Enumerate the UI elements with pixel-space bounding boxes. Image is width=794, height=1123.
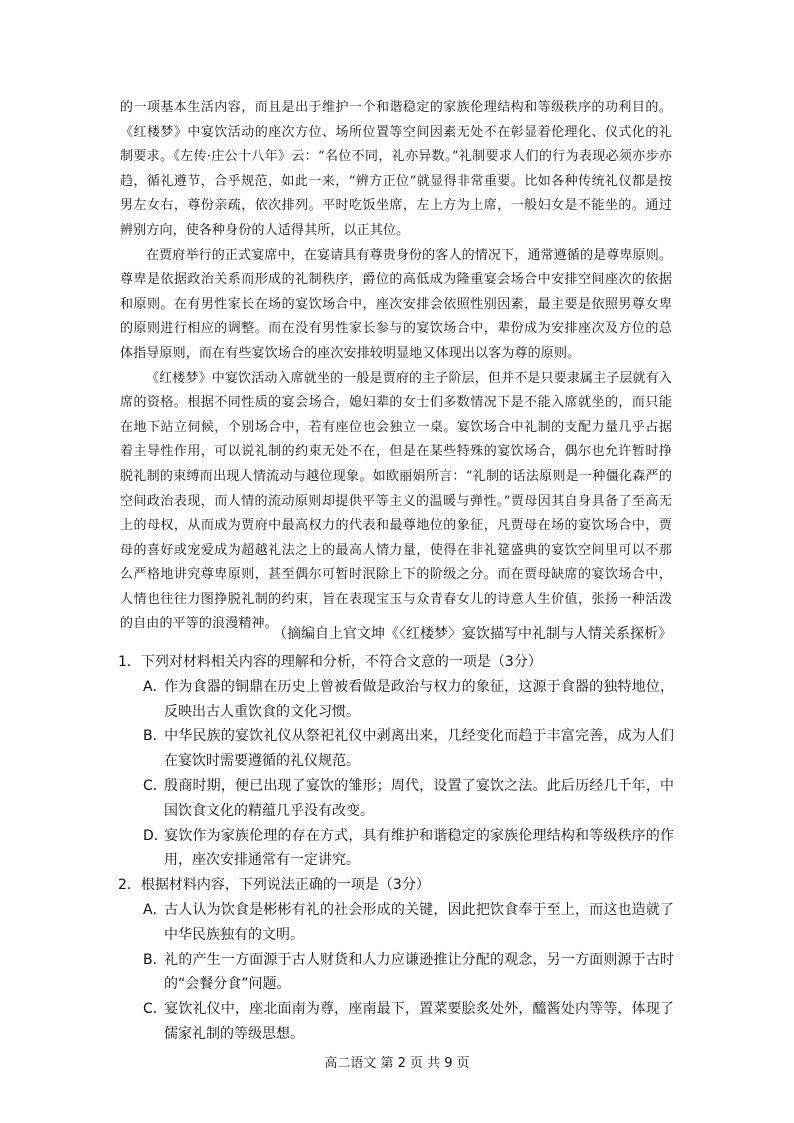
option-label: B． xyxy=(143,951,167,968)
option-label: D． xyxy=(143,827,168,844)
page-footer: 高二语文 第 2 页 共 9 页 xyxy=(324,1056,470,1071)
option-label: C． xyxy=(143,1001,167,1018)
passage-paragraph-3: 《红楼梦》中宴饮活动入席就坐的一般是贾府的主子阶层，但并不是只要隶属主子层就有入席的资格。根据不同性质的宴会场合，媳妇辈的女士们多数情况下是不能入席就坐的，而只能在地下站立伺候，个别场合中，若有座位也会独立一桌。宴饮场合中礼制的支配力量几乎占据着主导性作用，可以说礼制的约束无处不在，但是在某些特殊的宴饮场合，偶尔也允许暂时挣脱礼制的束缚而出现人情流动与越位现象。如欧丽娟所言：“礼制的话法原则是一种僵化森严的空间政治表现，而人情的流动原则却提供平等主义的温暖与弹性。”贾母因其自身具备了至高无上的母权，从而成为贾府中最高权力的代表和最尊地位的象征，凡贾母在场的宴饮场合中，贾母的喜好或宠爱成为超越礼法之上的最高人情力量，使得在非礼筵盛典的宴饮空间里可以不那么严格地讲究尊卑原则，甚至偶尔可暂时泯除上下的阶级之分。而在贾母缺席的宴饮场合中，人情也往往力图挣脱礼制的约束，旨在表现宝玉与众青春女儿的诗意人生价值，张扬一种活泼的自由的平等的浪漫精神。 xyxy=(120,370,673,632)
option-text: 中华民族的宴饮礼仪从祭祀礼仪中剥离出来，几经变化而趋于丰富完善，成为人们在宴饮时需要遵循的礼仪规范。 xyxy=(164,728,674,770)
option-text: 宴饮作为家族伦理的存在方式，具有维护和谐稳定的家族伦理结构和等级秩序的作用，座次安排通常有一定讲究。 xyxy=(164,827,674,869)
question-1-option-b xyxy=(118,724,674,774)
option-text: 宴饮礼仪中，座北面南为尊，座南最下，置菜要脍炙处外，醯酱处内等等，体现了儒家礼制的等级思想。 xyxy=(164,1001,674,1042)
option-label: A． xyxy=(143,678,167,695)
question-1-option-a xyxy=(118,675,674,725)
question-1-option-c xyxy=(118,774,674,824)
option-text: 礼的产生一方面源于古人财货和人力应谦逊推让分配的观念，另一方面则源于古时的“会餐分食”问题。 xyxy=(164,951,674,993)
question-2-option-c xyxy=(118,997,674,1047)
source-citation: （摘编自上官文坤《〈红楼梦〉宴饮描写中礼制与人情关系探析》 xyxy=(273,626,672,642)
option-label: C． xyxy=(143,777,167,794)
option-text: 古人认为饮食是彬彬有礼的社会形成的关键，因此把饮食奉于至上，而这也造就了中华民族独有的文明。 xyxy=(164,901,674,943)
option-text: 作为食器的铜鼎在历史上曾被看做是政治与权力的象征，这源于食器的独特地位，反映出古人重饮食的文化习惯。 xyxy=(164,678,674,720)
question-2-stem: 2．根据材料内容，下列说法正确的一项是（3分） xyxy=(118,877,430,894)
question-1-option-d xyxy=(118,824,674,874)
reading-passage xyxy=(120,96,672,637)
passage-paragraph-2: 在贾府举行的正式宴席中，在宴请具有尊贵身份的客人的情况下，通常遵循的是尊卑原则。尊卑是依据政治关系而形成的礼制秩序，爵位的高低成为隆重宴会场合中安排空间座次的依据和原则。在有男性家长在场的宴饮场合中，座次安排会依照性别因素，最主要是依照男尊女卑的原则进行相应的调整。而在没有男性家长参与的宴饮场合中，辈份成为安排座次及方位的总体指导原则，而在有些宴饮场合的座次安排较明显地又体现出以客为尊的原则。 xyxy=(120,247,673,361)
option-text: 殷商时期，便已出现了宴饮的雏形；周代，设置了宴饮之法。此后历经几千年，中国饮食文化的精蕴几乎没有改变。 xyxy=(164,777,674,819)
passage-paragraph-1: 的一项基本生活内容，而且是出于维护一个和谐稳定的家族伦理结构和等级秩序的功利目的。《红楼梦》中宴饮活动的座次方位、场所位置等空间因素无处不在彰显着伦理化、仪式化的礼制要求。《左传·庄公十八年》云：“名位不同，礼亦异数。”礼制要求人们的行为表现必须亦步亦趋，循礼遵节，合乎规范，如此一来，“辨方正位”就显得非常重要。比如各种传统礼仪都是按男左女右，尊份亲疏，依次排列。平时吃饭坐席，左上方为上席，一般妇女是不能坐的。通过辨别方向，使各种身份的人适得其所，以正其位。 xyxy=(120,100,672,238)
question-section xyxy=(118,650,674,1047)
question-1-stem: 1．下列对材料相关内容的理解和分析，不符合文意的一项是（3分） xyxy=(118,654,542,670)
option-label: B． xyxy=(143,728,167,745)
question-2-option-a xyxy=(118,898,674,948)
option-label: A． xyxy=(143,901,167,918)
question-2-option-b xyxy=(118,948,674,998)
